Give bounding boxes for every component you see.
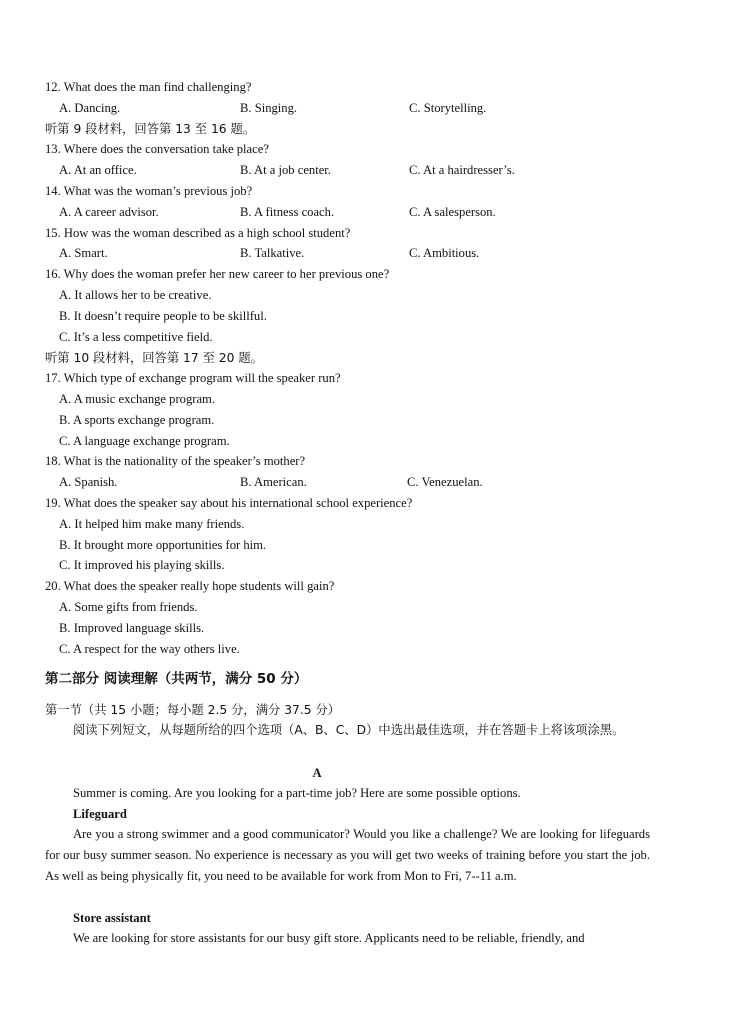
question-12-stem: 12. What does the man find challenging? <box>45 80 252 94</box>
passage-label: A <box>312 766 322 780</box>
question-12-option-b: B. Singing. <box>240 101 298 115</box>
question-18-option-c: C. Venezuelan. <box>407 475 483 489</box>
job-title-lifeguard: Lifeguard <box>73 807 127 821</box>
question-18-option-b: B. American. <box>240 475 307 489</box>
question-13-option-c: C. At a hairdresser’s. <box>409 163 515 177</box>
question-12-option-a: A. Dancing. <box>59 101 121 115</box>
question-20-option-c: C. A respect for the way others live. <box>59 642 240 656</box>
question-20-option-a: A. Some gifts from friends. <box>59 600 198 614</box>
question-20-option-b: B. Improved language skills. <box>59 621 205 635</box>
question-19-option-c: C. It improved his playing skills. <box>59 558 225 572</box>
question-16-option-a: A. It allows her to be creative. <box>59 288 212 302</box>
question-17-option-b: B. A sports exchange program. <box>59 413 215 427</box>
question-20-stem: 20. What does the speaker really hope students will gain? <box>45 579 335 593</box>
question-17-option-a: A. A music exchange program. <box>59 392 215 406</box>
section-1-title: 第一节（共 15 小题；每小题 2.5 分，满分 37.5 分） <box>45 703 341 717</box>
question-19-option-a: A. It helped him make many friends. <box>59 517 245 531</box>
question-14-option-c: C. A salesperson. <box>409 205 496 219</box>
instruction-segment-10: 听第 10 段材料，回答第 17 至 20 题。 <box>45 351 263 365</box>
question-15-option-a: A. Smart. <box>59 246 108 260</box>
job-text-lifeguard: Are you a strong swimmer and a good communicator? Would you like a challenge? We are looking for lifeguards for our busy summer season. No experience is necessary as you will get two weeks of training before you start the job. As well as being physically fit, you need to be available for work from Mon to Fri, 7--11 a.m. <box>45 827 650 883</box>
passage-intro: Summer is coming. Are you looking for a part-time job? Here are some possible options. <box>73 786 521 800</box>
job-text-store-assistant: We are looking for store assistants for our busy gift store. Applicants need to be reliable, friendly, and <box>73 931 585 945</box>
question-18-stem: 18. What is the nationality of the speaker’s mother? <box>45 454 306 468</box>
instruction-segment-9: 听第 9 段材料，回答第 13 至 16 题。 <box>45 122 256 136</box>
question-16-option-c: C. It’s a less competitive field. <box>59 330 213 344</box>
question-13-stem: 13. Where does the conversation take place? <box>45 142 269 156</box>
question-12-option-c: C. Storytelling. <box>409 101 487 115</box>
question-16-option-b: B. It doesn’t require people to be skillful. <box>59 309 267 323</box>
question-14-option-b: B. A fitness coach. <box>240 205 335 219</box>
job-title-store-assistant: Store assistant <box>73 911 151 925</box>
question-15-stem: 15. How was the woman described as a high school student? <box>45 226 351 240</box>
question-14-stem: 14. What was the woman’s previous job? <box>45 184 253 198</box>
question-19-stem: 19. What does the speaker say about his international school experience? <box>45 496 413 510</box>
question-13-option-a: A. At an office. <box>59 163 137 177</box>
question-17-option-c: C. A language exchange program. <box>59 434 230 448</box>
question-18-option-a: A. Spanish. <box>59 475 118 489</box>
reading-directions: 阅读下列短文，从每题所给的四个选项（A、B、C、D）中选出最佳选项，并在答题卡上将该项涂黑。 <box>73 723 625 737</box>
question-17-stem: 17. Which type of exchange program will the speaker run? <box>45 371 341 385</box>
question-15-option-b: B. Talkative. <box>240 246 305 260</box>
question-14-option-a: A. A career advisor. <box>59 205 159 219</box>
question-15-option-c: C. Ambitious. <box>409 246 480 260</box>
question-13-option-b: B. At a job center. <box>240 163 331 177</box>
part-2-title: 第二部分 阅读理解（共两节，满分 50 分） <box>45 671 308 687</box>
question-16-stem: 16. Why does the woman prefer her new career to her previous one? <box>45 267 390 281</box>
question-19-option-b: B. It brought more opportunities for him. <box>59 538 267 552</box>
